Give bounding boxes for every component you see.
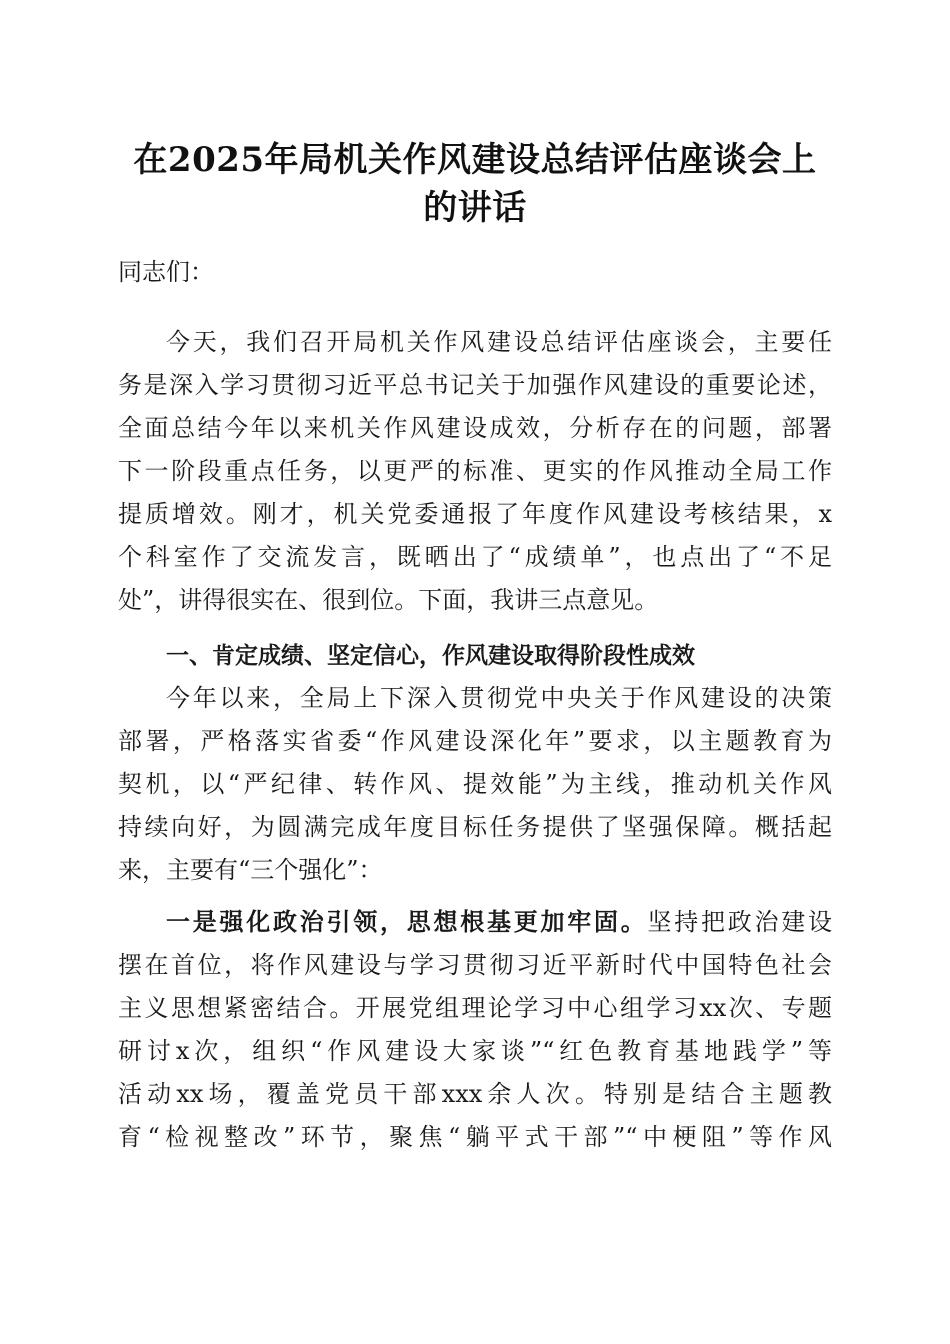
paragraph-line: 个科室作了交流发言，既晒出了“成绩单”，也点出了“不足 [118,543,832,571]
paragraph-line: 务是深入学习贯彻习近平总书记关于加强作风建设的重要论述， [118,371,832,399]
salutation: 同志们： [118,258,214,286]
paragraph-line: 全面总结今年以来机关作风建设成效，分析存在的问题，部署 [118,414,832,442]
paragraph-line: 部署，严格落实省委“作风建设深化年”要求，以主题教育为 [118,727,832,755]
document-title-line-2: 的讲话 [423,188,527,228]
paragraph-line: 摆在首位，将作风建设与学习贯彻习近平新时代中国特色社会 [118,951,832,979]
paragraph-line: 处”，讲得很实在、很到位。下面，我讲三点意见。 [118,586,659,614]
paragraph-line: 契机，以“严纪律、转作风、提效能”为主线，推动机关作风 [118,770,832,798]
paragraph-line: 研讨x次，组织“作风建设大家谈”“红色教育基地践学”等 [118,1037,832,1065]
point-lead-bold: 一是强化政治引领，思想根基更加牢固。 [166,907,648,936]
paragraph-line: 今年以来，全局上下深入贯彻党中央关于作风建设的决策 [166,684,832,712]
paragraph-line: 下一阶段重点任务，以更严的标准、更实的作风推动全局工作 [118,457,832,485]
section-heading: 一、肯定成绩、坚定信心，作风建设取得阶段性成效 [166,643,695,669]
document-title-line-1: 在2025年局机关作风建设总结评估座谈会上 [133,140,817,180]
point-lead-rest: 坚持把政治建设 [647,908,832,936]
paragraph-line: 主义思想紧密结合。开展党组理论学习中心组学习xx次、专题 [118,994,832,1022]
point-lead-line [166,902,832,942]
paragraph-line: 今天，我们召开局机关作风建设总结评估座谈会，主要任 [166,328,832,356]
paragraph-line: 育“检视整改”环节，聚焦“躺平式干部”“中梗阻”等作风 [118,1123,832,1151]
paragraph-line: 提质增效。刚才，机关党委通报了年度作风建设考核结果，x [118,500,832,528]
paragraph-line: 持续向好，为圆满完成年度目标任务提供了坚强保障。概括起 [118,813,832,841]
paragraph-line: 活动xx场，覆盖党员干部xxx余人次。特别是结合主题教 [118,1080,832,1108]
paragraph-line: 来，主要有“三个强化”： [118,856,383,884]
